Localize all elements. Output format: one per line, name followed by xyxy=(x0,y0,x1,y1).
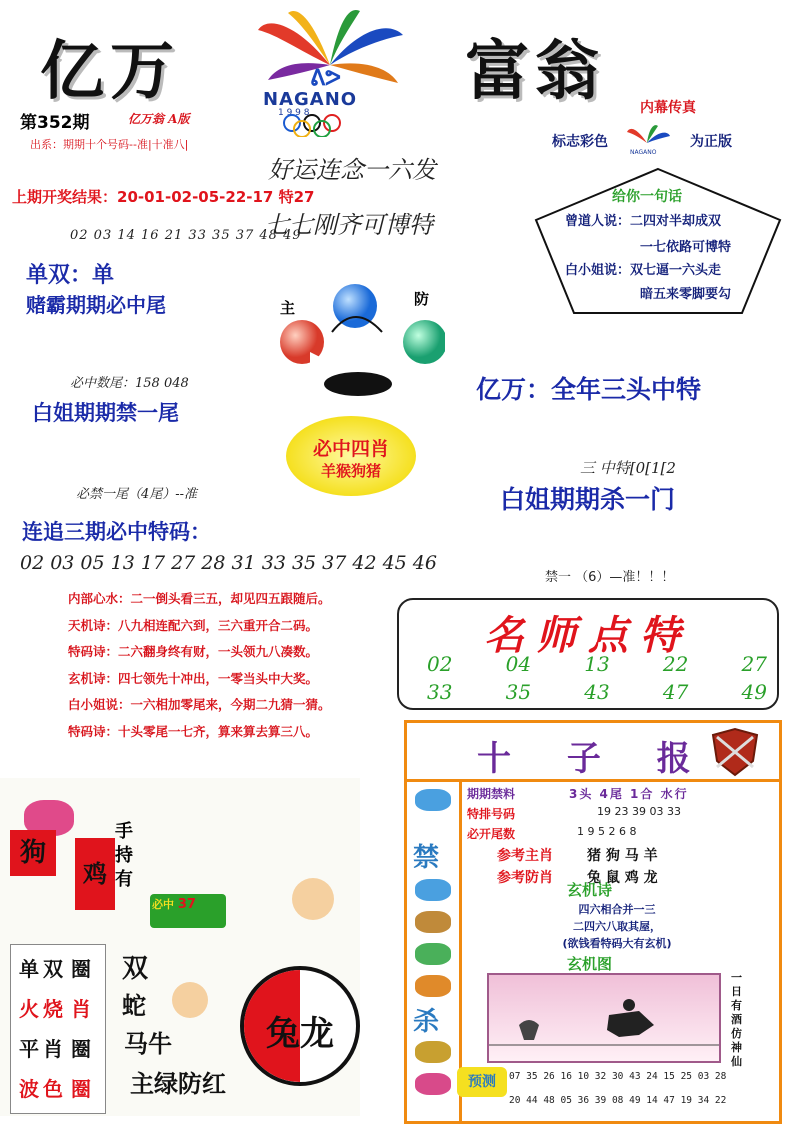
board-fish-text: 手持有 xyxy=(115,821,133,890)
rooster-icon xyxy=(415,1041,451,1063)
poem-item: 特码诗：十头零尾一七齐，算来算去算三八。 xyxy=(68,723,319,739)
flower-logo-icon xyxy=(238,5,423,95)
master-number: 47 xyxy=(662,680,689,704)
predict-badge: 预测 xyxy=(457,1067,507,1097)
master-number: 27 xyxy=(741,652,767,676)
board-tag-num: 37 xyxy=(177,897,196,912)
balls-diagram xyxy=(270,282,445,402)
pentagon-line-3: 白小姐说：双七逼一六头走 xyxy=(565,263,722,278)
masters-box xyxy=(397,598,779,710)
board-cell: 火 xyxy=(19,997,39,1021)
row-key: 参考主肖 xyxy=(497,848,553,864)
four-zodiac-title: 必中四肖 xyxy=(312,438,389,460)
board-tag xyxy=(150,894,226,928)
title-right: 富翁 xyxy=(465,34,605,109)
board-cell: 色 xyxy=(43,1077,63,1101)
board-grid xyxy=(10,944,106,1114)
kill-door: 白姐期期杀一门 xyxy=(500,485,676,514)
predict-numbers-1: 07 35 26 16 10 32 30 43 24 15 25 03 28 xyxy=(509,1071,727,1082)
row-value: 1 9 5 2 6 8 xyxy=(577,825,637,838)
olympic-rings-icon xyxy=(278,113,388,137)
pentagon-line-1: 曾道人说：二四对半却成双 xyxy=(565,214,722,229)
xuanji-line: (欲钱看特码大有玄机) xyxy=(562,937,672,950)
board-char-dog: 狗 xyxy=(10,830,56,876)
poem-list xyxy=(68,586,331,746)
horse-icon xyxy=(415,975,451,997)
four-zodiac-badge xyxy=(286,416,416,496)
xuanji-lines xyxy=(467,901,767,952)
poem-item: 内部心水：二一倒头看三五，却见四五跟随后。 xyxy=(68,591,331,606)
single-double: 单双：单 xyxy=(26,263,115,288)
board-char-chicken: 鸡 xyxy=(75,838,115,910)
dragon-icon xyxy=(415,911,451,933)
bai-ban-tail: 白姐期期禁一尾 xyxy=(32,401,179,425)
numbers-row-1: 02 03 14 16 21 33 35 37 48 49 xyxy=(70,228,302,243)
board-cell: 烧 xyxy=(43,997,63,1021)
board-col-3 xyxy=(71,949,91,1109)
xuanji-line: 二四六八取其屋， xyxy=(573,920,661,933)
master-number: 04 xyxy=(505,652,532,676)
pig-icon xyxy=(415,1073,451,1095)
side-char-ban: 禁 xyxy=(413,843,440,873)
board-mid-1: 双 xyxy=(122,954,149,984)
line-hint: 出系：期期十个号码--准|十准八| xyxy=(30,138,189,151)
poem-item: 玄机诗：四七领先十冲出，一零当头中大奖。 xyxy=(68,670,319,686)
shield-icon xyxy=(707,727,763,777)
left-board xyxy=(0,778,360,1116)
chase-title: 连追三期必中特码： xyxy=(22,520,211,544)
title-left: 亿万 xyxy=(40,34,180,109)
predict-numbers-2: 20 44 48 05 36 39 08 49 14 47 19 34 22 xyxy=(509,1095,727,1106)
small-logo-icon xyxy=(622,118,672,158)
gamble-tail: 赌霸期期必中尾 xyxy=(26,293,166,317)
master-number: 35 xyxy=(505,680,532,704)
svg-text:ᕕᕗ: ᕕᕗ xyxy=(310,65,342,91)
master-number: 13 xyxy=(584,652,610,676)
yinyang-badge xyxy=(240,966,360,1086)
label-main: 主 xyxy=(280,299,296,317)
right-board-title: 十 子 报 xyxy=(477,739,713,779)
pentagon-line-4: 暗五来零脚要勾 xyxy=(640,287,732,302)
side-note: 一日有酒仿神仙 xyxy=(731,971,742,1068)
xuanji-title: 玄机诗 xyxy=(567,881,613,899)
child-figure-icon xyxy=(292,878,334,920)
xuanji-picture xyxy=(487,973,721,1063)
ban-tail: 必禁一尾（4尾）--准 xyxy=(76,487,198,502)
board-cell: 圈 xyxy=(71,957,91,981)
rabbit-icon xyxy=(415,879,451,901)
master-number: 22 xyxy=(662,652,689,676)
board-mid-3: 马牛 xyxy=(124,1030,172,1058)
xuanji-img-title: 玄机图 xyxy=(567,955,613,973)
edition-label: 亿万翁 A版 xyxy=(128,112,190,126)
masters-title: 名师点特 xyxy=(484,612,692,659)
must-tail: 必中数尾：158 048 xyxy=(70,376,189,391)
row-key: 参考防肖 xyxy=(497,870,553,886)
yiwan-slogan: 亿万：全年三头中特 xyxy=(476,375,702,404)
row-value: 兔 鼠 鸡 龙 xyxy=(587,870,658,886)
row-key: 特排号码 xyxy=(467,807,516,821)
row-value: 猪 狗 马 羊 xyxy=(587,848,658,864)
board-cell: 肖 xyxy=(71,997,91,1021)
row-value: 3头 4尾 1合 水行 xyxy=(569,787,689,801)
right-board-header xyxy=(407,723,779,782)
zodiac-column xyxy=(407,779,462,1121)
board-cell: 平 xyxy=(19,1037,39,1061)
poem-item: 特码诗：二六翻身终有财，一头领九八凑数。 xyxy=(68,644,319,660)
board-mid-2: 蛇 xyxy=(122,992,146,1020)
master-number: 33 xyxy=(427,680,453,704)
master-number: 02 xyxy=(427,652,453,676)
pentagon-line-2: 一七依路可博特 xyxy=(640,240,732,255)
last-result: 上期开奖结果：20-01-02-05-22-17 特27 xyxy=(12,188,315,206)
logo-year: 1 9 9 8 xyxy=(278,108,310,118)
pentagon-title: 给你一句话 xyxy=(612,189,682,205)
board-cell: 圈 xyxy=(71,1037,91,1061)
xuanji-line: 四六相合并一三 xyxy=(578,903,656,916)
side-char-kill: 杀 xyxy=(413,1007,440,1037)
poem-line-2: 七七刚齐可博特 xyxy=(265,211,433,239)
snake-icon xyxy=(415,943,451,965)
rat-icon xyxy=(415,789,451,811)
fax-left: 标志彩色 xyxy=(552,134,608,150)
row-key: 必开尾数 xyxy=(467,827,516,841)
poem-item: 天机诗：八九相连配六到，三六重开合二码。 xyxy=(68,617,319,633)
four-zodiac-animals: 羊猴狗猪 xyxy=(320,462,381,480)
master-number: 49 xyxy=(741,680,767,704)
numbers-row-2: 02 03 05 13 17 27 28 31 33 35 37 42 45 46 xyxy=(20,552,437,574)
board-col-2 xyxy=(43,949,63,1109)
board-cell: 双 xyxy=(43,957,63,981)
board-tag-text: 必中 xyxy=(152,898,174,911)
masters-row-1 xyxy=(427,652,767,676)
nagano-logo xyxy=(238,5,423,135)
board-col-1 xyxy=(19,949,39,1109)
row-key: 期期禁料 xyxy=(467,787,516,801)
masters-row-2 xyxy=(427,680,767,704)
rider-scene-icon xyxy=(489,975,719,1061)
issue-number: 第352期 xyxy=(20,113,90,133)
fax-right: 为正版 xyxy=(690,134,732,150)
right-board xyxy=(404,720,782,1124)
board-bottom-text: 主绿防红 xyxy=(130,1070,226,1098)
board-cell: 波 xyxy=(19,1077,39,1101)
three-door: 三 中特[0[1[2 xyxy=(580,459,676,477)
monk-figure-icon xyxy=(172,982,208,1018)
poem-line-1: 好运连念一六发 xyxy=(268,156,436,184)
ban-one: 禁一 （6）—准！！！ xyxy=(545,570,675,585)
master-number: 43 xyxy=(584,680,610,704)
logo-text: NAGANO xyxy=(263,89,358,110)
fax-title: 内幕传真 xyxy=(640,100,696,116)
board-cell: 单 xyxy=(19,957,39,981)
svg-text:NAGANO: NAGANO xyxy=(630,149,657,156)
board-cell: 肖 xyxy=(43,1037,63,1061)
board-bottom xyxy=(130,1064,226,1099)
board-cell: 圈 xyxy=(71,1077,91,1101)
board-big-text: 兔龙 xyxy=(266,1014,334,1054)
label-guard: 防 xyxy=(414,290,430,308)
row-value: 19 23 39 03 33 xyxy=(597,805,681,818)
poem-item: 白小姐说：一六相加零尾来，今期二九猜一猜。 xyxy=(68,697,331,713)
